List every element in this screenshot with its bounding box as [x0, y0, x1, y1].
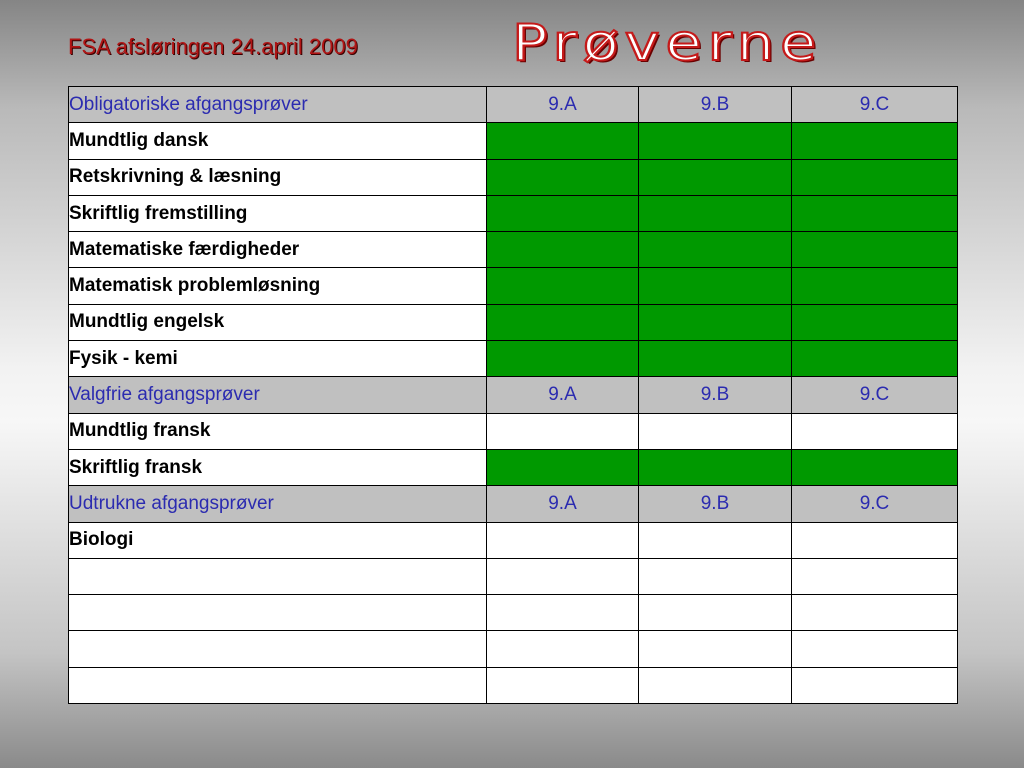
status-cell-done	[487, 232, 639, 268]
class-column-header: 9.A	[487, 377, 639, 413]
status-cell-done	[487, 195, 639, 231]
status-cell-done	[792, 232, 958, 268]
exam-label: Biologi	[69, 522, 487, 558]
status-cell-done	[639, 232, 792, 268]
status-cell-empty	[639, 522, 792, 558]
exam-row	[69, 413, 958, 449]
exam-row	[69, 595, 958, 631]
exam-label: Mundtlig dansk	[69, 123, 487, 159]
status-cell-done	[792, 159, 958, 195]
exam-row	[69, 558, 958, 594]
status-cell-empty	[639, 595, 792, 631]
status-cell-empty	[792, 595, 958, 631]
exam-row	[69, 123, 958, 159]
class-column-header: 9.C	[792, 377, 958, 413]
section-header-row	[69, 486, 958, 522]
exam-label: Mundtlig fransk	[69, 413, 487, 449]
status-cell-done	[487, 341, 639, 377]
status-cell-done	[792, 449, 958, 485]
section-heading: Udtrukne afgangsprøver	[69, 486, 487, 522]
exam-table-body	[69, 87, 958, 704]
exam-row	[69, 159, 958, 195]
status-cell-done	[792, 341, 958, 377]
exam-row	[69, 304, 958, 340]
status-cell-done	[792, 304, 958, 340]
exam-label: Skriftlig fransk	[69, 449, 487, 485]
section-heading: Valgfrie afgangsprøver	[69, 377, 487, 413]
exam-label: Matematiske færdigheder	[69, 232, 487, 268]
exam-row	[69, 341, 958, 377]
class-column-header: 9.B	[639, 486, 792, 522]
status-cell-empty	[487, 595, 639, 631]
exam-row	[69, 232, 958, 268]
slide-title: Prøverne	[512, 14, 823, 72]
status-cell-empty	[487, 667, 639, 703]
exam-row	[69, 522, 958, 558]
exam-label: Matematisk problemløsning	[69, 268, 487, 304]
class-column-header: 9.A	[487, 486, 639, 522]
exam-table	[68, 86, 958, 704]
status-cell-empty	[487, 631, 639, 667]
status-cell-empty	[639, 413, 792, 449]
status-cell-done	[487, 268, 639, 304]
exam-label: Fysik - kemi	[69, 341, 487, 377]
status-cell-empty	[792, 631, 958, 667]
status-cell-empty	[639, 631, 792, 667]
class-column-header: 9.C	[792, 486, 958, 522]
status-cell-done	[792, 123, 958, 159]
exam-row	[69, 195, 958, 231]
exam-label	[69, 631, 487, 667]
exam-row	[69, 268, 958, 304]
status-cell-done	[639, 341, 792, 377]
status-cell-done	[639, 159, 792, 195]
status-cell-done	[639, 268, 792, 304]
slide-subtitle: FSA afsløringen 24.april 2009	[68, 34, 358, 59]
class-column-header: 9.A	[487, 87, 639, 123]
section-header-row	[69, 377, 958, 413]
class-column-header: 9.B	[639, 87, 792, 123]
status-cell-done	[639, 304, 792, 340]
section-header-row	[69, 87, 958, 123]
status-cell-done	[487, 123, 639, 159]
exam-label	[69, 558, 487, 594]
exam-row	[69, 667, 958, 703]
exam-label: Retskrivning & læsning	[69, 159, 487, 195]
status-cell-empty	[792, 522, 958, 558]
exam-label: Mundtlig engelsk	[69, 304, 487, 340]
class-column-header: 9.B	[639, 377, 792, 413]
status-cell-done	[639, 123, 792, 159]
status-cell-empty	[487, 522, 639, 558]
status-cell-done	[792, 195, 958, 231]
exam-row	[69, 449, 958, 485]
status-cell-done	[487, 304, 639, 340]
status-cell-empty	[487, 558, 639, 594]
status-cell-empty	[792, 558, 958, 594]
class-column-header: 9.C	[792, 87, 958, 123]
status-cell-empty	[487, 413, 639, 449]
exam-label	[69, 595, 487, 631]
status-cell-done	[639, 449, 792, 485]
status-cell-empty	[792, 413, 958, 449]
status-cell-empty	[639, 558, 792, 594]
status-cell-done	[792, 268, 958, 304]
status-cell-done	[487, 449, 639, 485]
status-cell-empty	[639, 667, 792, 703]
status-cell-empty	[792, 667, 958, 703]
exam-label	[69, 667, 487, 703]
exam-row	[69, 631, 958, 667]
status-cell-done	[639, 195, 792, 231]
exam-label: Skriftlig fremstilling	[69, 195, 487, 231]
section-heading: Obligatoriske afgangsprøver	[69, 87, 487, 123]
status-cell-done	[487, 159, 639, 195]
